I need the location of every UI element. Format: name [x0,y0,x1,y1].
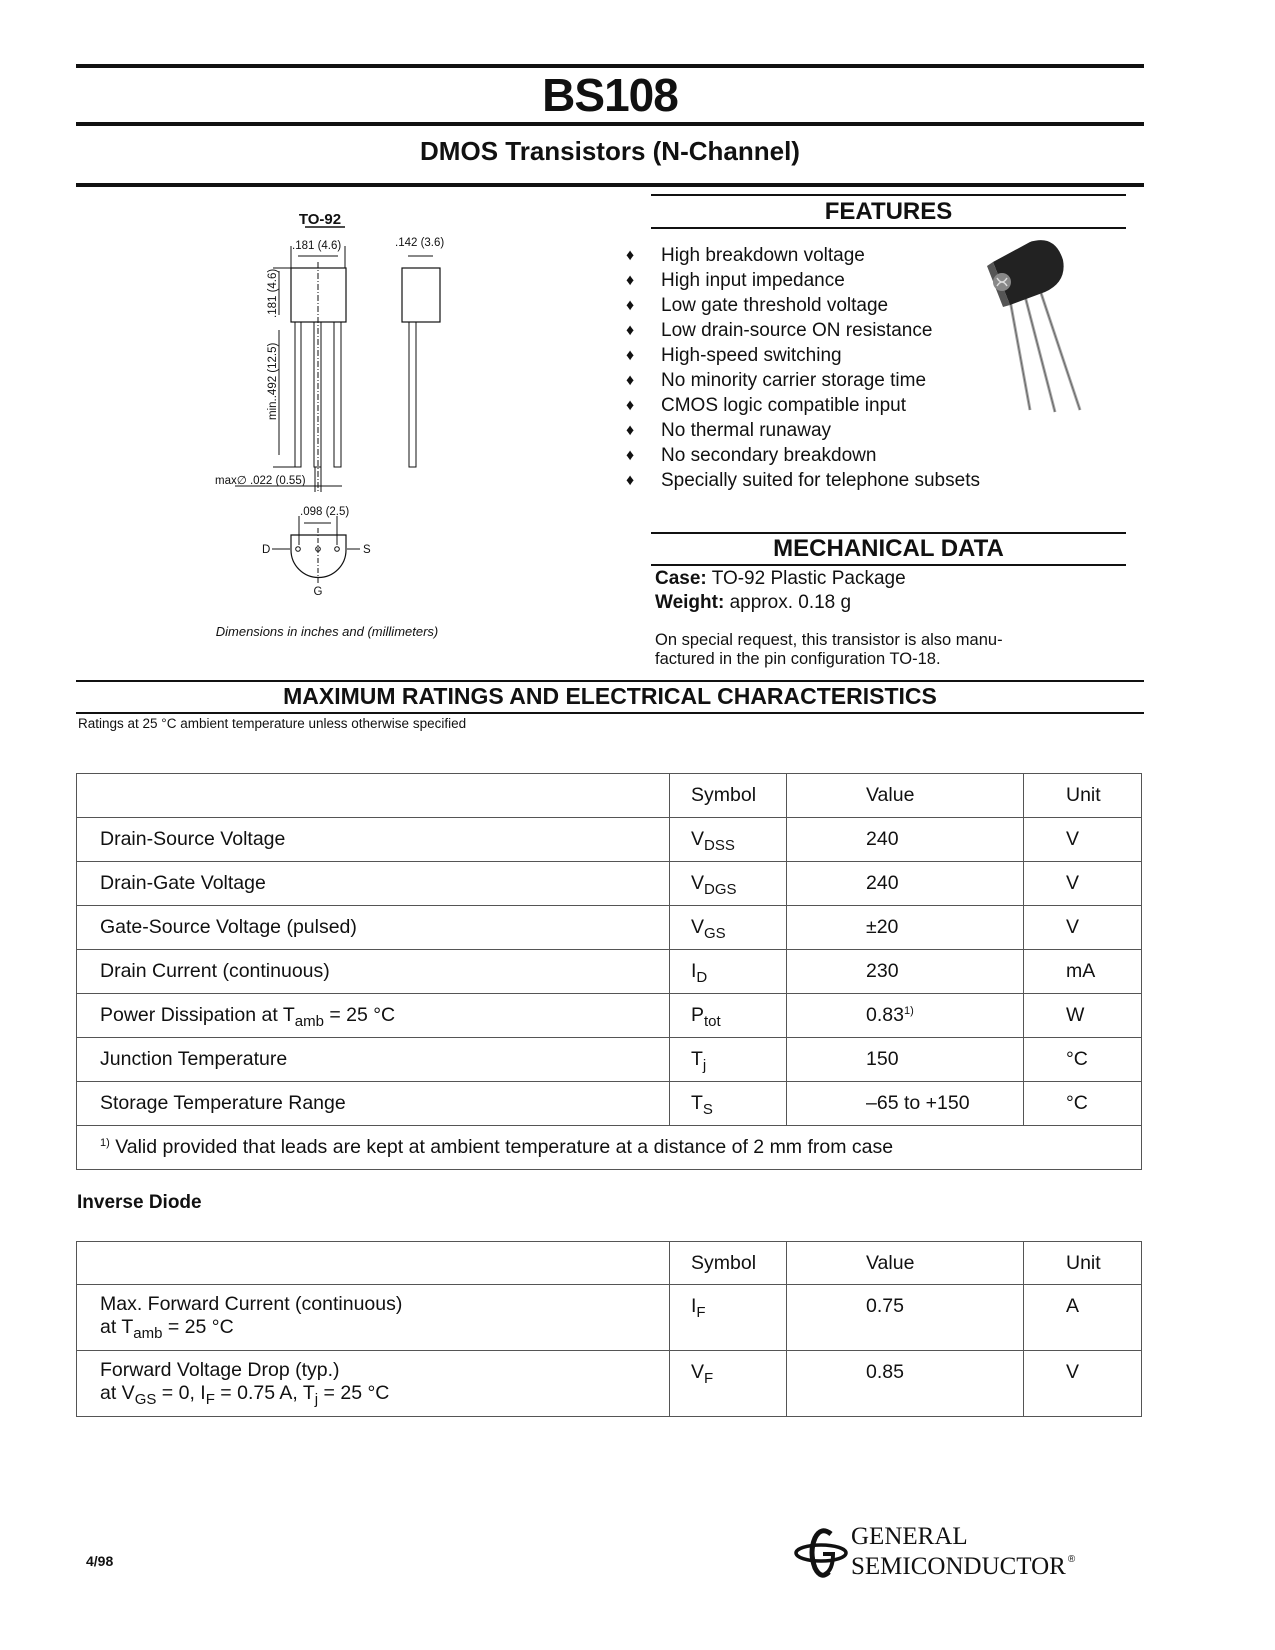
unit-cell: V [1024,1351,1142,1417]
symbol-cell [670,906,787,950]
diamond-bullet-icon: ♦ [626,322,635,339]
symbol: V [691,872,705,894]
param-sub: amb [294,1013,324,1030]
param-line [100,1382,669,1408]
value-cell: 0.85 [787,1351,1024,1417]
unit-cell: V [1024,862,1142,906]
param-text: = 0, I [156,1382,206,1404]
value-cell: 230 [787,950,1024,994]
mechanical-bottom-rule [651,564,1126,566]
value-cell: 0.75 [787,1285,1024,1351]
unit-cell: W [1024,994,1142,1038]
symbol: I [691,960,697,982]
symbol-cell [670,862,787,906]
header-symbol: Symbol [670,1242,787,1285]
header-symbol: Symbol [670,774,787,818]
param-cell [77,994,670,1038]
unit-cell: V [1024,818,1142,862]
table-row [77,862,1142,906]
features-top-rule [651,194,1126,196]
logo-registered: ® [1067,1554,1076,1565]
table-row [77,906,1142,950]
header-unit: Unit [1024,1242,1142,1285]
logo-line1: GENERAL [851,1523,968,1550]
company-logo [793,1522,1173,1584]
symbol-cell [670,1082,787,1126]
feature-item [626,393,980,418]
drawing-caption: Dimensions in inches and (millimeters) [215,624,439,639]
logo-line2-row [851,1554,1075,1580]
symbol-sub: GS [704,925,726,942]
symbol: T [691,1092,703,1114]
unit-cell: °C [1024,1082,1142,1126]
value-cell: –65 to +150 [787,1082,1024,1126]
param-cell: Gate-Source Voltage (pulsed) [77,906,670,950]
param-cell: Drain-Source Voltage [77,818,670,862]
param-sub: j [314,1391,319,1408]
symbol-cell [670,950,787,994]
unit-cell: °C [1024,1038,1142,1082]
symbol-sub: F [704,1370,714,1387]
table-row [77,994,1142,1038]
symbol-sub: j [702,1057,707,1074]
table-row [77,1285,1142,1351]
feature-item [626,293,980,318]
header-value: Value [787,774,1024,818]
feature-item [626,318,980,343]
mechanical-top-rule [651,532,1126,534]
feature-item [626,343,980,368]
feature-item [626,443,980,468]
param-text: = 25 °C [162,1316,234,1338]
logo-line2: SEMICONDUCTOR [851,1553,1066,1580]
ratings-top-rule [76,680,1144,682]
param-tail: = 25 °C [323,1004,396,1026]
diamond-bullet-icon: ♦ [626,347,635,364]
header-cell [77,774,670,818]
feature-item [626,268,980,293]
symbol-cell [670,1038,787,1082]
feature-text: No secondary breakdown [661,445,877,466]
diamond-bullet-icon: ♦ [626,297,635,314]
table-header-row [77,1242,1142,1285]
param-sub: F [205,1391,215,1408]
param-sub: GS [134,1391,157,1408]
feature-text: High-speed switching [661,345,842,366]
value-cell: 240 [787,818,1024,862]
param-cell [77,1285,670,1351]
features-bottom-rule [651,227,1126,229]
note-line: On special request, this transistor is also manu- [655,631,1003,649]
footnote-text: Valid provided that leads are kept at ambient temperature at a distance of 2 mm from case [109,1136,894,1158]
feature-item [626,468,980,493]
pin-g-label: G [313,586,323,598]
mechanical-heading: MECHANICAL DATA [773,535,1004,562]
symbol-cell [670,1285,787,1351]
param-cell: Drain-Gate Voltage [77,862,670,906]
feature-item [626,418,980,443]
param-cell: Drain Current (continuous) [77,950,670,994]
feature-text: No thermal runaway [661,420,832,441]
param-sub: amb [133,1325,163,1342]
param-line [100,1316,669,1342]
symbol: P [691,1004,705,1026]
feature-text: Low drain-source ON resistance [661,320,933,341]
gs-logo-icon [793,1526,849,1580]
param-text: = 25 °C [318,1382,390,1404]
table-row [77,950,1142,994]
table-row [77,818,1142,862]
feature-text: High breakdown voltage [661,245,865,266]
symbol: T [691,1048,703,1070]
feature-text: Specially suited for telephone subsets [661,470,980,491]
footnote-row [77,1126,1142,1170]
feature-item [626,368,980,393]
param-text: Power Dissipation at T [100,1004,295,1026]
ratings-heading: MAXIMUM RATINGS AND ELECTRICAL CHARACTERISTICS [283,683,937,709]
header-cell [77,1242,670,1285]
header-value: Value [787,1242,1024,1285]
feature-text: No minority carrier storage time [661,370,927,391]
features-heading: FEATURES [824,198,953,225]
part-number-title: BS108 [542,69,678,121]
symbol-sub: DGS [704,881,737,898]
symbol-sub: F [696,1304,706,1321]
diamond-bullet-icon: ♦ [626,397,635,414]
weight-label: Weight: [655,592,725,613]
symbol-sub: D [696,969,708,986]
features-list [626,243,980,493]
unit-cell: A [1024,1285,1142,1351]
diode-table [76,1241,1142,1417]
value-cell: 150 [787,1038,1024,1082]
ratings-table [76,773,1142,1170]
symbol-cell [670,818,787,862]
table-row [77,1351,1142,1417]
case-label: Case: [655,568,707,589]
dim-lead-length: min..492 (12.5) [267,342,279,420]
weight-value: approx. 0.18 g [729,592,852,613]
case-info [655,568,906,590]
diamond-bullet-icon: ♦ [626,447,635,464]
dim-pitch: .098 (2.5) [300,506,350,518]
diode-heading: Inverse Diode [77,1192,202,1213]
dim-width: .181 (4.6) [292,240,342,252]
param-cell: Storage Temperature Range [77,1082,670,1126]
pin-s-label: S [363,544,371,556]
symbol-sub: DSS [704,837,735,854]
param-text: = 0.75 A, T [214,1382,315,1404]
symbol: I [691,1295,697,1317]
table-row [77,1038,1142,1082]
value-cell [787,994,1024,1038]
special-note [655,631,1003,669]
table-header-row [77,774,1142,818]
dim-lead-dia: max∅ .022 (0.55) [215,475,306,487]
footnote-ref: 1) [903,1005,914,1017]
subtitle: DMOS Transistors (N-Channel) [420,136,800,166]
symbol-sub: S [702,1101,713,1118]
transistor-image [985,230,1090,420]
ratings-note: Ratings at 25 °C ambient temperature unless otherwise specified [78,716,467,731]
package-drawing [0,0,480,650]
param-line: Forward Voltage Drop (typ.) [100,1359,340,1381]
dim-height: .181 (4.6) [267,268,279,318]
weight-info [655,592,851,614]
diamond-bullet-icon: ♦ [626,272,635,289]
param-cell: Junction Temperature [77,1038,670,1082]
unit-cell: mA [1024,950,1142,994]
symbol-sub: tot [704,1013,721,1030]
symbol: V [691,916,705,938]
date-code: 4/98 [86,1553,114,1569]
value-cell: ±20 [787,906,1024,950]
footnote-mark: 1) [100,1137,110,1149]
diamond-bullet-icon: ♦ [626,422,635,439]
value: 0.83 [866,1004,904,1026]
table-row [77,1082,1142,1126]
param-line: Max. Forward Current (continuous) [100,1293,403,1315]
param-text: at V [100,1382,135,1404]
diamond-bullet-icon: ♦ [626,472,635,489]
package-label: TO-92 [298,211,342,228]
feature-text: Low gate threshold voltage [661,295,889,316]
dim-depth: .142 (3.6) [395,237,445,249]
symbol-cell [670,1351,787,1417]
feature-item [626,243,980,268]
footnote-cell [77,1126,1142,1170]
param-cell [77,1351,670,1417]
pin-d-label: D [262,544,271,556]
symbol: V [691,1361,705,1383]
note-line: factured in the pin configuration TO-18. [655,650,941,668]
diamond-bullet-icon: ♦ [626,247,635,264]
symbol: V [691,828,705,850]
feature-text: CMOS logic compatible input [661,395,906,416]
param-text: at T [100,1316,134,1338]
unit-cell: V [1024,906,1142,950]
feature-text: High input impedance [661,270,845,291]
value-cell: 240 [787,862,1024,906]
case-value: TO-92 Plastic Package [711,568,906,589]
ratings-bottom-rule [76,712,1144,714]
diamond-bullet-icon: ♦ [626,372,635,389]
symbol-cell [670,994,787,1038]
header-unit: Unit [1024,774,1142,818]
